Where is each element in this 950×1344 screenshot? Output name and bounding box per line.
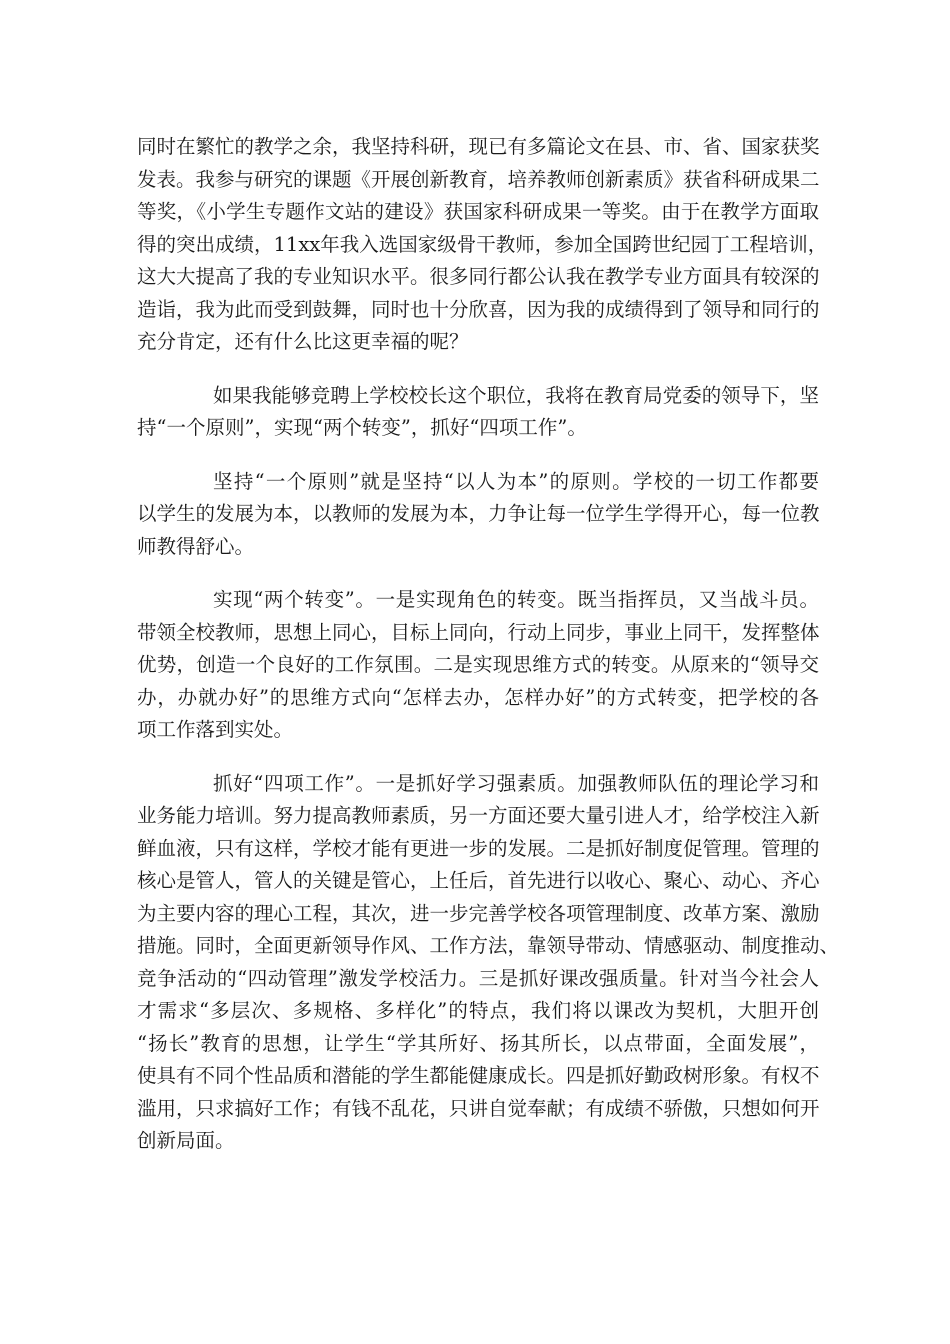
text-line: 办，办就办好”的思维方式向“怎样去办，怎样办好”的方式转变，把学校的各 bbox=[137, 685, 819, 709]
text-line: 如果我能够竞聘上学校校长这个职位，我将在教育局党委的领导下，坚 bbox=[213, 383, 819, 407]
text-line: 项工作落到实处。 bbox=[137, 718, 294, 741]
paragraph-research bbox=[137, 131, 828, 359]
text-line: 优势，创造一个良好的工作氛围。二是实现思维方式的转变。从原来的“领导交 bbox=[137, 653, 819, 676]
text-line: 竞争活动的“四动管理”激发学校活力。三是抓好课改强质量。针对当今社会人 bbox=[137, 966, 819, 990]
text-line: “扬长”教育的思想，让学生“学其所好、扬其所长，以点带面，全面发展”， bbox=[137, 1031, 819, 1055]
text-line: 创新局面。 bbox=[137, 1129, 235, 1152]
text-line: 持“一个原则”，实现“两个转变”，抓好“四项工作”。 bbox=[137, 416, 587, 439]
text-line: 造诣，我为此而受到鼓舞，同时也十分欣喜，因为我的成绩得到了领导和同行的 bbox=[137, 297, 820, 321]
text-line: 才需求“多层次、多规格、多样化”的特点，我们将以课改为契机，大胆开创 bbox=[137, 999, 819, 1022]
text-line: 使具有不同个性品质和潜能的学生都能健康成长。四是抓好勤政树形象。有权不 bbox=[137, 1064, 820, 1087]
text-line: 同时在繁忙的教学之余，我坚持科研，现已有多篇论文在县、市、省、国家获奖 bbox=[137, 135, 820, 158]
text-line: 充分肯定，还有什么比这更幸福的呢？ bbox=[137, 330, 469, 353]
text-line: 坚持“一个原则”就是坚持“以人为本”的原则。学校的一切工作都要 bbox=[213, 469, 819, 493]
document-body bbox=[137, 131, 840, 1158]
text-line: 业务能力培训。努力提高教师素质，另一方面还要大量引进人才，给学校注入新 bbox=[137, 804, 820, 827]
text-line: 措施。同时，全面更新领导作风、工作方法，靠领导带动、情感驱动、制度推动、 bbox=[137, 934, 840, 957]
text-line: 发表。我参与研究的课题《开展创新教育，培养教师创新素质》获省科研成果二 bbox=[137, 167, 820, 191]
text-line: 抓好“四项工作”。一是抓好学习强素质。加强教师队伍的理论学习和 bbox=[213, 771, 819, 795]
text-line: 得的突出成绩，11xx年我入选国家级骨干教师，参加全国跨世纪园丁工程培训， bbox=[137, 232, 828, 256]
text-line: 滥用，只求搞好工作；有钱不乱花，只讲自觉奉献；有成绩不骄傲，只想如何开 bbox=[137, 1096, 820, 1120]
text-line: 以学生的发展为本，以教师的发展为本，力争让每一位学生学得开心，每一位教 bbox=[137, 502, 820, 525]
paragraph-one-principle bbox=[137, 466, 819, 564]
text-line: 为主要内容的理心工程，其次，进一步完善学校各项管理制度、改革方案、激励 bbox=[137, 901, 820, 925]
text-line: 鲜血液，只有这样，学校才能有更进一步的发展。二是抓好制度促管理。管理的 bbox=[137, 836, 820, 860]
text-line: 带领全校教师，思想上同心，目标上同向，行动上同步，事业上同干，发挥整体 bbox=[137, 620, 820, 644]
text-line: 师教得舒心。 bbox=[137, 534, 255, 558]
text-line: 等奖，《小学生专题作文站的建设》获国家科研成果一等奖。由于在教学方面取 bbox=[137, 200, 819, 223]
paragraph-two-transformations bbox=[137, 584, 819, 747]
text-line: 核心是管人，管人的关键是管心，上任后，首先进行以收心、聚心、动心、齐心 bbox=[137, 869, 820, 892]
text-line: 实现“两个转变”。一是实现角色的转变。既当指挥员，又当战斗员。 bbox=[213, 588, 819, 611]
paragraph-four-tasks bbox=[137, 768, 840, 1158]
text-line: 这大大提高了我的专业知识水平。很多同行都公认我在教学专业方面具有较深的 bbox=[137, 265, 820, 288]
paragraph-intent bbox=[137, 380, 819, 445]
